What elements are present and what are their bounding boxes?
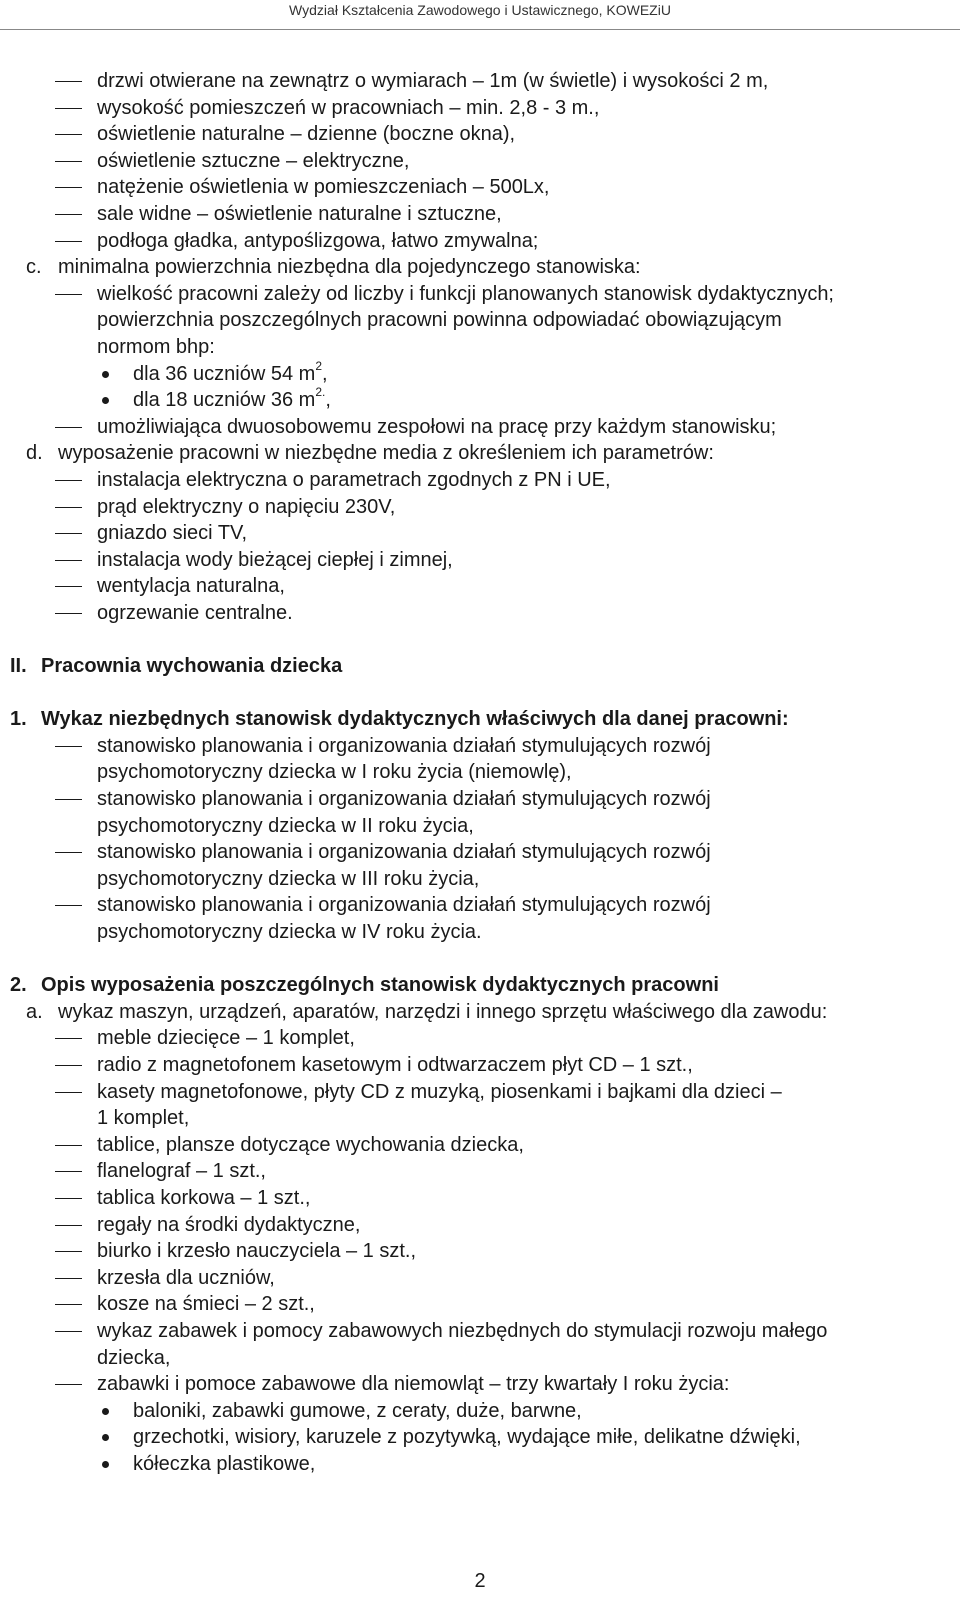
- list-item: tablica korkowa – 1 szt.,: [0, 1185, 960, 1212]
- list-item: psychomotoryczny dziecka w IV roku życia.: [97, 921, 482, 943]
- dash-marker: [55, 799, 82, 800]
- list-item: flanelograf – 1 szt.,: [0, 1158, 960, 1185]
- dash-marker: [55, 294, 82, 295]
- media-list: [0, 467, 960, 627]
- dash-marker: [55, 161, 82, 162]
- document-body: [0, 68, 960, 1477]
- dash-marker: [55, 560, 82, 561]
- list-item: oświetlenie naturalne – dzienne (boczne okna),: [0, 121, 960, 148]
- list-item: oświetlenie sztuczne – elektryczne,: [0, 148, 960, 175]
- list-item: prąd elektryczny o napięciu 230V,: [0, 494, 960, 521]
- list-item: dziecka,: [97, 1346, 171, 1369]
- list-item: stanowisko planowania i organizowania działań stymulujących rozwój: [0, 839, 960, 866]
- dash-marker: [55, 1065, 82, 1066]
- dash-marker: [55, 586, 82, 587]
- list-item: kosze na śmieci – 2 szt.,: [0, 1291, 960, 1318]
- bullet-marker: [102, 397, 109, 404]
- list-item: meble dziecięce – 1 komplet,: [0, 1025, 960, 1052]
- list-item: tablice, plansze dotyczące wychowania dziecka,: [0, 1132, 960, 1159]
- bullet-marker: [102, 1408, 109, 1415]
- dash-marker: [55, 1198, 82, 1199]
- list-item: instalacja wody bieżącej ciepłej i zimnej,: [0, 547, 960, 574]
- list-item: stanowisko planowania i organizowania działań stymulujących rozwój: [0, 733, 960, 760]
- page-number: 2: [474, 1570, 486, 1592]
- dash-marker: [55, 214, 82, 215]
- dash-marker: [55, 187, 82, 188]
- dash-marker: [55, 1331, 82, 1332]
- dash-marker: [55, 1251, 82, 1252]
- dash-marker: [55, 427, 82, 428]
- list-item: grzechotki, wisiory, karuzele z pozytywką, wydające miłe, delikatne dźwięki,: [0, 1424, 960, 1451]
- list-item: biurko i krzesło nauczyciela – 1 szt.,: [0, 1238, 960, 1265]
- list-item: radio z magnetofonem kasetowym i odtwarzaczem płyt CD – 1 szt.,: [0, 1052, 960, 1079]
- bullet-marker: [102, 1434, 109, 1441]
- list-item: podłoga gładka, antypoślizgowa, łatwo zmywalna;: [0, 228, 960, 255]
- dash-marker: [55, 1225, 82, 1226]
- dash-marker: [55, 1384, 82, 1385]
- list-item: dla 36 uczniów 54 $m^2$,: [0, 361, 960, 388]
- list-item: drzwi otwierane na zewnątrz o wymiarach – 1m (w świetle) i wysokości 2 m,: [0, 68, 960, 95]
- list-item: kółeczka plastikowe,: [0, 1451, 960, 1478]
- list-item: gniazdo sieci TV,: [0, 520, 960, 547]
- list-item: d. wyposażenie pracowni w niezbędne media z określeniem ich parametrów:: [26, 442, 714, 465]
- list-item: baloniki, zabawki gumowe, z ceraty, duże, barwne,: [0, 1398, 960, 1425]
- dash-marker: [55, 746, 82, 747]
- list-item: krzesła dla uczniów,: [0, 1265, 960, 1292]
- dash-marker: [55, 613, 82, 614]
- bullet-marker: [102, 1461, 109, 1468]
- list-item: wykaz zabawek i pomocy zabawowych niezbędnych do stymulacji rozwoju małego: [0, 1318, 960, 1345]
- dash-marker: [55, 852, 82, 853]
- equipment-list: [0, 1025, 960, 1397]
- list-item: ogrzewanie centralne.: [0, 600, 960, 627]
- list-item: sale widne – oświetlenie naturalne i sztuczne,: [0, 201, 960, 228]
- section-heading: II. Pracownia wychowania dziecka: [10, 655, 343, 678]
- section-d-media: [0, 440, 960, 626]
- list-item: stanowisko planowania i organizowania działań stymulujących rozwój: [0, 892, 960, 919]
- section-c-minimal-area: [0, 254, 960, 440]
- list-item: dla 18 uczniów 36 $m^{2.}$,: [0, 387, 960, 414]
- dash-marker: [55, 1171, 82, 1172]
- list-item: psychomotoryczny dziecka w II roku życia,: [97, 814, 474, 837]
- list-item: umożliwiająca dwuosobowemu zespołowi na pracę przy każdym stanowisku;: [0, 414, 960, 441]
- list-item: kasety magnetofonowe, płyty CD z muzyką, piosenkami i bajkami dla dzieci –: [0, 1079, 960, 1106]
- dash-marker: [55, 507, 82, 508]
- dash-marker: [55, 480, 82, 481]
- list-item: powierzchnia poszczególnych pracowni powinna odpowiadać obowiązującym: [97, 309, 782, 332]
- dash-marker: [55, 1304, 82, 1305]
- dash-marker: [55, 1278, 82, 1279]
- stations-list: [0, 733, 960, 946]
- dash-marker: [55, 533, 82, 534]
- list-item: c. minimalna powierzchnia niezbędna dla pojedynczego stanowiska:: [26, 256, 641, 279]
- list-item: psychomotoryczny dziecka w I roku życia (niemowlę),: [97, 761, 572, 784]
- list-item: wentylacja naturalna,: [0, 573, 960, 600]
- list-item: psychomotoryczny dziecka w III roku życia,: [97, 867, 480, 890]
- dash-marker: [55, 241, 82, 242]
- list-item: instalacja elektryczna o parametrach zgodnych z PN i UE,: [0, 467, 960, 494]
- list-item: stanowisko planowania i organizowania działań stymulujących rozwój: [0, 786, 960, 813]
- dash-marker: [55, 1092, 82, 1093]
- dash-marker: [55, 108, 82, 109]
- dash-marker: [55, 81, 82, 82]
- list-item: wysokość pomieszczeń w pracowniach – min. 2,8 - 3 m.,: [0, 95, 960, 122]
- list-item: normom bhp:: [97, 335, 215, 358]
- bullet-marker: [102, 371, 109, 378]
- list-item: natężenie oświetlenia w pomieszczeniach – 500Lx,: [0, 174, 960, 201]
- dash-marker: [55, 134, 82, 135]
- subsection-heading-2: 2. Opis wyposażenia poszczególnych stanowisk dydaktycznych pracowni: [10, 974, 719, 997]
- list-item: a. wykaz maszyn, urządzeń, aparatów, narzędzi i innego sprzętu właściwego dla zawodu:: [26, 1000, 828, 1023]
- subsection-heading-1: 1. Wykaz niezbędnych stanowisk dydaktycznych właściwych dla danej pracowni:: [10, 708, 789, 731]
- page-header: Wydział Kształcenia Zawodowego i Ustawicznego, KOWEZiU: [0, 0, 960, 30]
- list-item: wielkość pracowni zależy od liczby i funkcji planowanych stanowisk dydaktycznych;: [0, 281, 960, 308]
- list-item: zabawki i pomoce zabawowe dla niemowląt – trzy kwartały I roku życia:: [0, 1371, 960, 1398]
- dash-list-conditions: [0, 68, 960, 254]
- dash-marker: [55, 1038, 82, 1039]
- dash-marker: [55, 1145, 82, 1146]
- dash-marker: [55, 905, 82, 906]
- toys-bullet-list: [0, 1398, 960, 1478]
- list-item: regały na środki dydaktyczne,: [0, 1212, 960, 1239]
- list-item: 1 komplet,: [97, 1107, 190, 1130]
